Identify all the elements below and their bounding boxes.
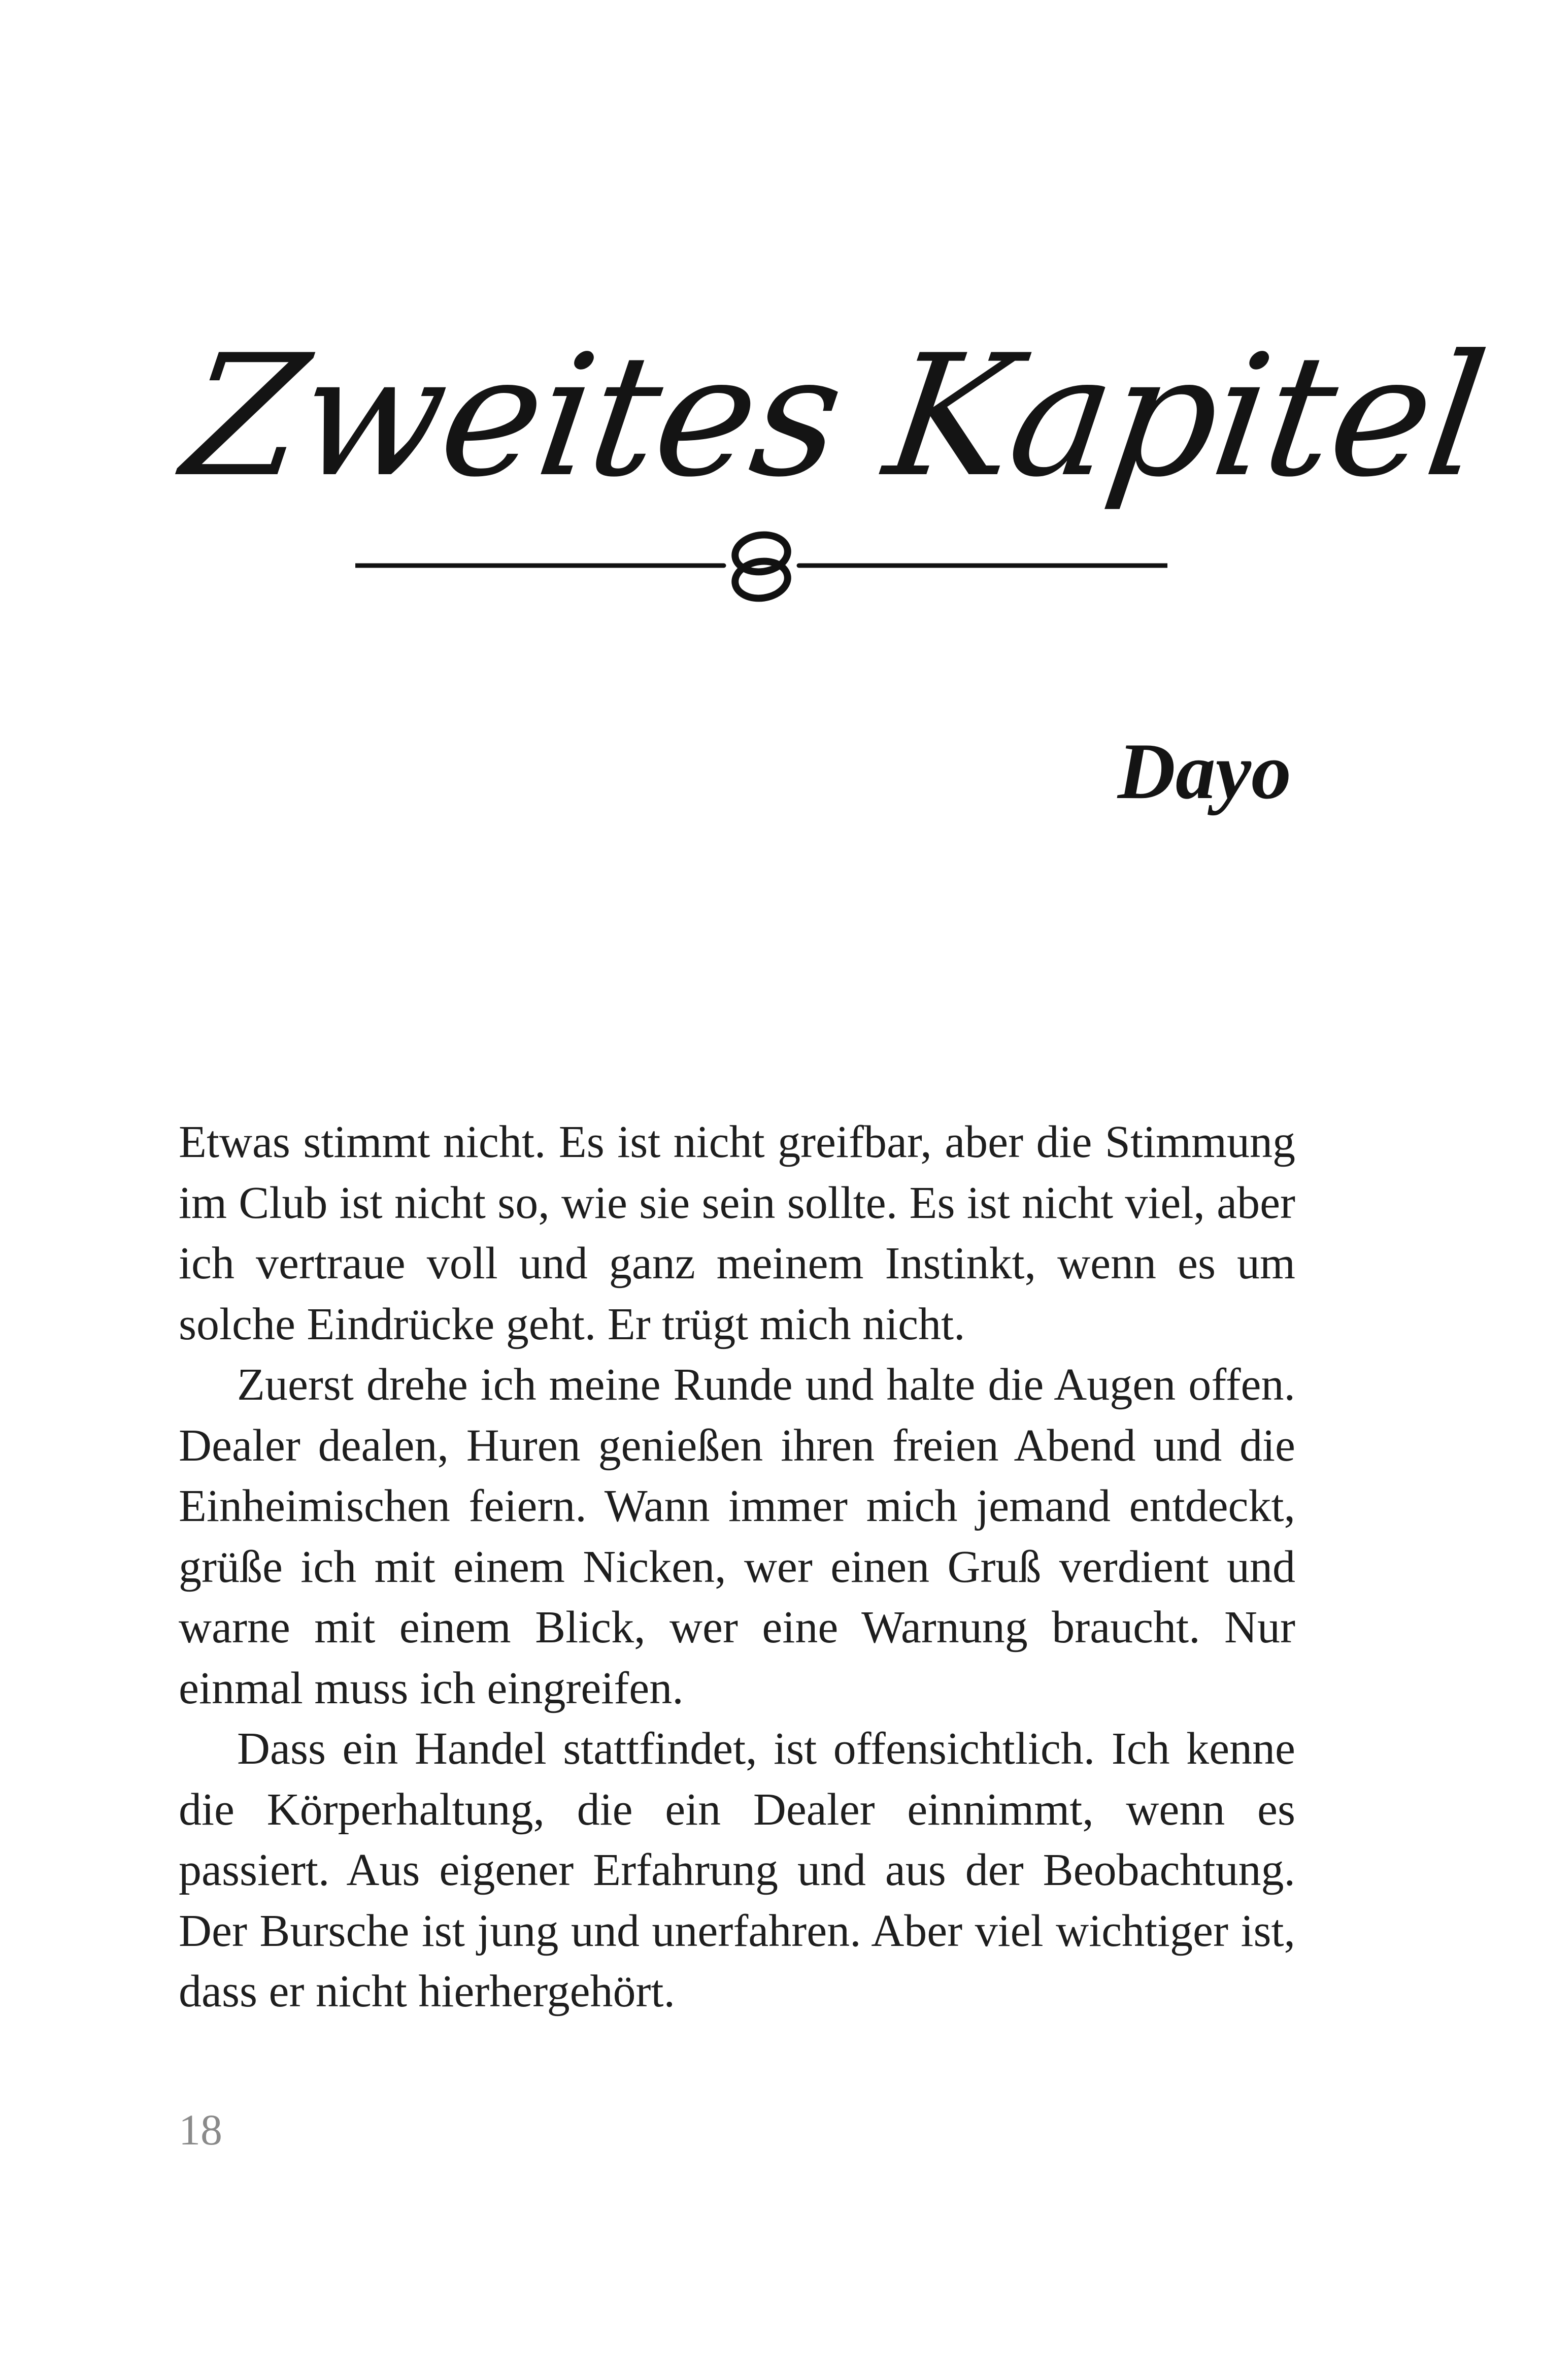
chapter-body bbox=[179, 1112, 1295, 2022]
page-number: 18 bbox=[179, 2105, 222, 2154]
body-paragraph: Zuerst drehe ich meine Runde und halte die Augen offen. Dealer dealen, Huren genießen ihren freien Abend und die Einheimischen feiern. Wann immer mich jemand entdeckt, grüße ich mit einem Nicken, wer einen Gruß verdient und warne mit einem Blick, wer eine Warnung braucht. Nur einmal muss ich eingreifen. bbox=[179, 1360, 1295, 1713]
interlocking-rings-divider-icon bbox=[355, 523, 1167, 609]
chapter-pov-name: Dayo bbox=[1117, 727, 1291, 816]
body-paragraph: Etwas stimmt nicht. Es ist nicht greifbar, aber die Stimmung im Club ist nicht so, wie sie sein sollte. Es ist nicht viel, aber ich vertraue voll und ganz meinem Instinkt, wenn es um solche Eindrücke geht. Er trügt mich nicht. bbox=[179, 1117, 1295, 1349]
body-paragraph: Dass ein Handel stattfindet, ist offensichtlich. Ich kenne die Körperhaltung, die ein Dealer einnimmt, wenn es passiert. Aus eigener Erfahrung und aus der Beobachtung. Der Bursche ist jung und unerfahren. Aber viel wichtiger ist, dass er nicht hierhergehört. bbox=[179, 1724, 1295, 2017]
chapter-title: Zweites Kapitel bbox=[174, 319, 1495, 514]
